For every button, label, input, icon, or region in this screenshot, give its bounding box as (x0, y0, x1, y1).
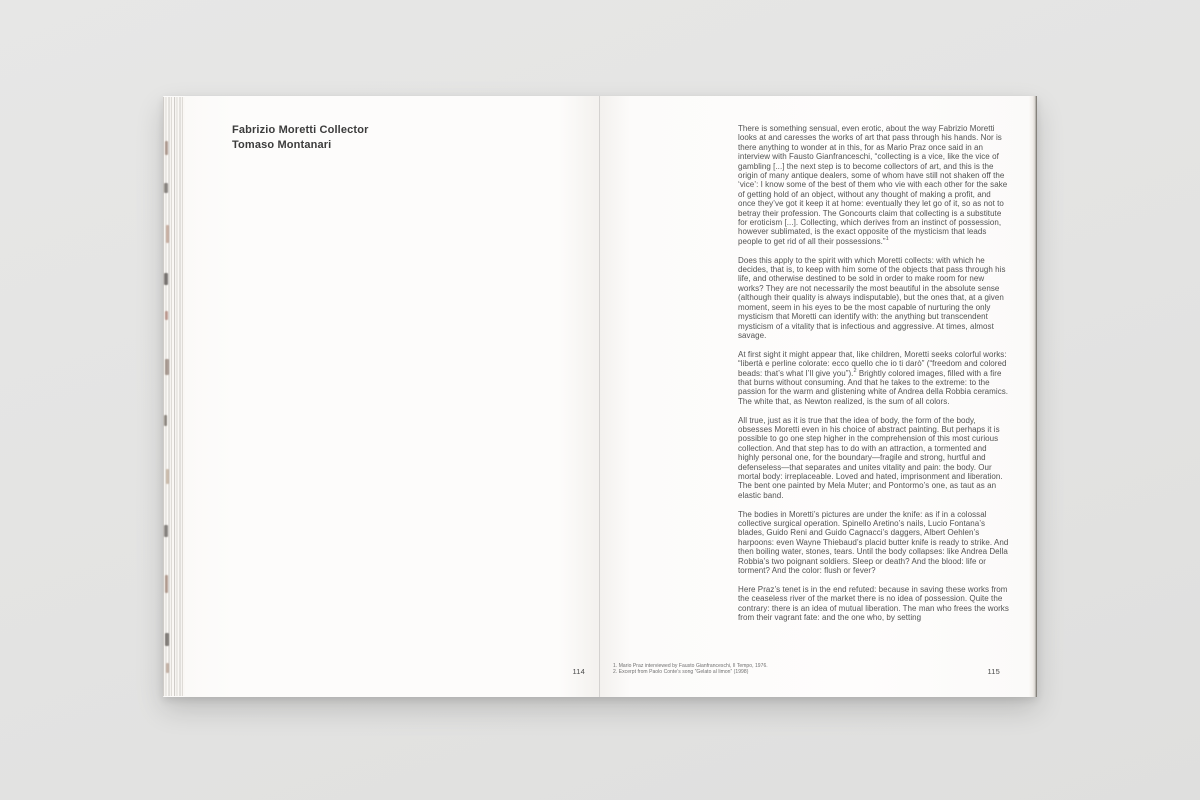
edge-speck (164, 183, 168, 193)
edge-speck (164, 525, 168, 537)
page-number-left: 114 (572, 667, 585, 676)
edge-speck (164, 415, 167, 426)
edge-speck (165, 575, 168, 593)
open-book (163, 96, 1037, 697)
paragraph-1 (738, 124, 1009, 246)
page-edges-right (1029, 96, 1037, 697)
edge-speck (165, 311, 168, 320)
edge-speck (166, 469, 169, 484)
footnote-marker-1: 1 (885, 235, 889, 242)
essay-text-column (738, 124, 1009, 632)
edge-speck (165, 141, 168, 155)
chapter-author: Tomaso Montanari (232, 138, 332, 151)
edge-speck (164, 273, 168, 285)
footnote-1: 1. Mario Praz interviewed by Fausto Gianfranceschi, Il Tempo, 1976. (613, 662, 768, 669)
paragraph-4: All true, just as it is true that the idea of body, the form of the body, obsesses Moretti even in his choice of abstract painting. But perhaps it is possible to go one step higher in the comprehension of this most curious collection. And that step has to do with an attraction, a tormented and highly personal one, for the boundary—fragile and strong, hurtful and defenseless—that separates and unites vitality and pain: the body. Our mortal body: irreplaceable. Loved and hated, imprisonment and liberation. The bent one painted by Mela Muter; and Pontormo’s one, as taut as an elastic band. (738, 415, 1003, 500)
paragraph-6: Here Praz’s tenet is in the end refuted: because in saving these works from the ceaseless river of the market there is no idea of possession. Quite the contrary: there is an idea of mutual liberation. The man who frees the works from their vagrant fate: and the one who, by setting (738, 584, 1009, 623)
paragraph-5: The bodies in Moretti’s pictures are under the knife: as if in a colossal collective surgical operation. Spinello Aretino’s nails, Lucio Fontana’s blades, Guido Reni and Guido Cagnacci’s daggers, Albert Oehlen’s harpoons: even Wayne Thiebaud’s placid butter knife is ready to strike. And then boiling water, stones, tears. Until the body collapses: like Andrea Della Robbia’s two poignant soldiers. Sleep or death? And the blood: life or torment? And the color: flush or fever? (738, 509, 1009, 576)
edge-speck (166, 663, 169, 673)
footnotes-block (613, 663, 873, 675)
right-page (600, 96, 1029, 697)
chapter-title: Fabrizio Moretti Collector (232, 124, 369, 136)
left-page (185, 96, 600, 697)
edge-speck (165, 633, 169, 646)
paragraph-3-text: At first sight it might appear that, like children, Moretti seeks colorful works: “libertà e perline colorate: ecco quello che io ti darò” (“freedom and colored beads: that’s what I’ll give you”). (738, 349, 1007, 378)
page-number-right: 115 (987, 667, 1000, 676)
paragraph-1-text: There is something sensual, even erotic, about the way Fabrizio Moretti looks at and caresses the works of art that pass through his hands. Nor is there anything to wonder at in this, for as Mario Praz once said in an interview with Fausto Gianfranceschi, “collecting is a vice, like the vice of gambling [...] the next step is to become collectors of art, and this is the origin of many antique dealers, some of whom have still not shaken off the ‘vice’: I know some of the best of them who vie with each other for the sake of getting hold of an object, without any thought of making a profit, and once they’ve got it keep it at home: eventually they let go of it, so as not to betray their profession. The Goncourts claim that collecting is a substitute for eroticism [...]. Collecting, which derives from an instinct of possession, however sublimated, is the exact opposite of the mysticism that leads people to get rid of all their possessions.” (738, 124, 1008, 246)
paragraph-3 (738, 350, 1009, 406)
chapter-title-block (232, 123, 369, 152)
edge-speck (165, 359, 169, 375)
paragraph-2: Does this apply to the spirit with which Moretti collects: with which he decides, that is, to keep with him some of the objects that pass through his life, and otherwise destined to be sold in order to make room for new works? They are not necessarily the most beautiful in the absolute sense (although their quality is always indisputable), but the ones that, at a given moment, seem in his eyes to be the most capable of nurturing the only mysticism that Moretti can identify with: the anything but transcendent mysticism of a vitality that is infectious and aggressive. At times, almost savage. (738, 255, 1006, 340)
edge-speck (166, 225, 169, 243)
footnote-2: 2. Excerpt from Paolo Conte’s song “Gelato al limon” (1998) (613, 668, 749, 675)
paragraph-3-text-cont: Brightly colored images, filled with a fire that burns without consuming. And that he takes to the extreme: to the passion for the warm and glistening white of Andrea della Robbia ceramics. The white that, as Newton realized, is the sum of all colors. (738, 368, 1009, 406)
footnote-marker-2: 2 (853, 367, 857, 374)
page-edges-left (163, 97, 185, 696)
